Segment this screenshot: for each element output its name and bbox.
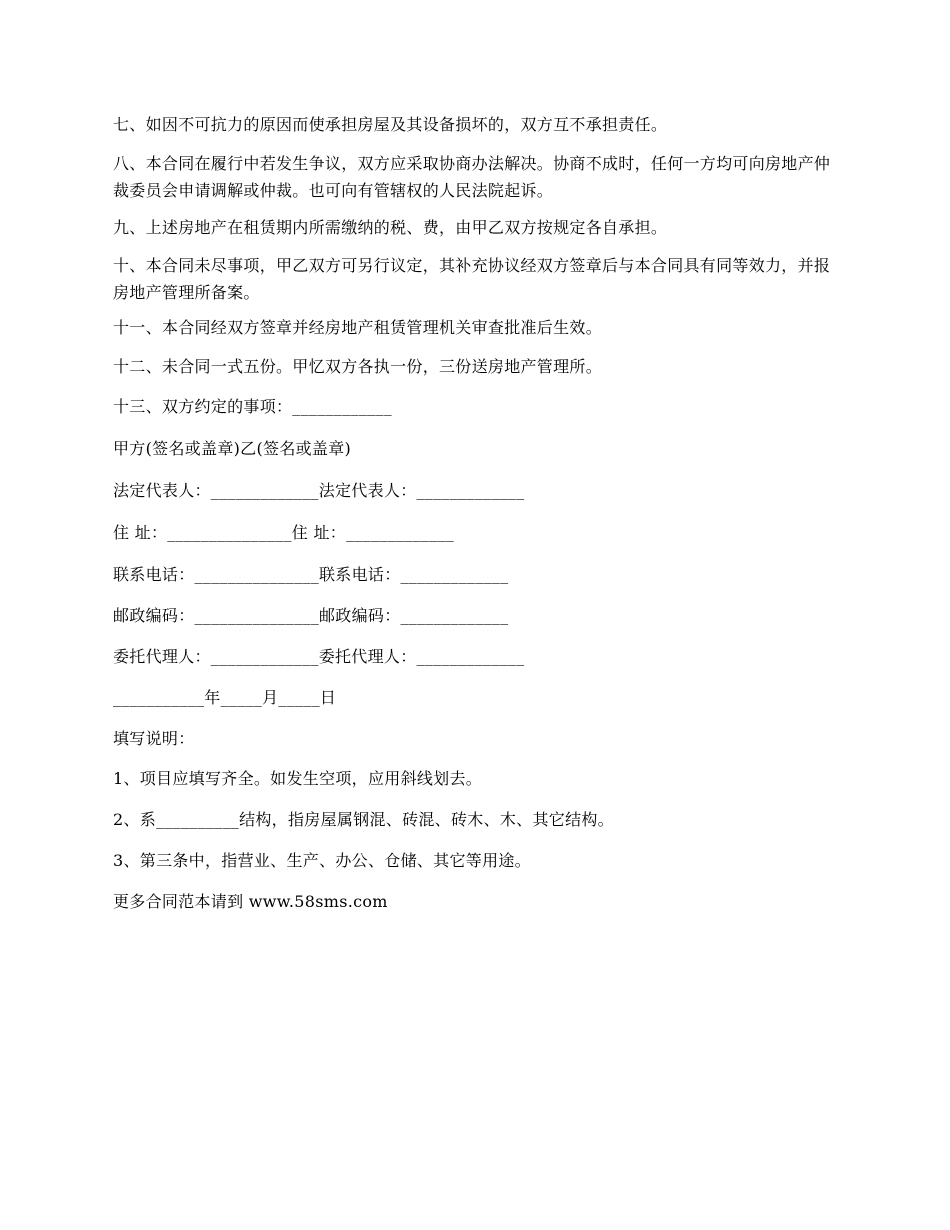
signature-phone: 联系电话：_______________联系电话：_____________	[113, 565, 509, 584]
clause-12: 十二、未合同一式五份。甲忆双方各执一份，三份送房地产管理所。	[113, 357, 603, 376]
note-1: 1、项目应填写齐全。如发生空项，应用斜线划去。	[113, 769, 483, 788]
clause-9: 九、上述房地产在租赁期内所需缴纳的税、费，由甲乙双方按规定各自承担。	[113, 218, 668, 237]
signature-agent: 委托代理人：_____________委托代理人：_____________	[113, 647, 525, 666]
notes-title: 填写说明：	[113, 729, 195, 748]
footer-link-text: 更多合同范本请到 www.58sms.com	[113, 892, 388, 911]
clause-7: 七、如因不可抗力的原因而使承担房屋及其设备损坏的，双方互不承担责任。	[113, 115, 668, 134]
signature-postal: 邮政编码：_______________邮政编码：_____________	[113, 606, 509, 625]
signature-address: 住 址：_______________住 址：_____________	[113, 523, 454, 542]
signature-representative: 法定代表人：_____________法定代表人：_____________	[113, 481, 525, 500]
clause-8: 八、本合同在履行中若发生争议，双方应采取协商办法解决。协商不成时，任何一方均可向房地产仲裁委员会申请调解或仲裁。也可向有管辖权的人民法院起诉。	[113, 154, 831, 200]
clause-11: 十一、本合同经双方签章并经房地产租赁管理机关审查批准后生效。	[113, 318, 603, 337]
clause-10: 十、本合同未尽事项，甲乙双方可另行议定，其补充协议经双方签章后与本合同具有同等效力，并报房地产管理所备案。	[113, 256, 831, 302]
note-3: 3、第三条中，指营业、生产、办公、仓储、其它等用途。	[113, 851, 531, 870]
clause-13: 十三、双方约定的事项：____________	[113, 397, 392, 416]
signature-parties: 甲方(签名或盖章)乙(签名或盖章)	[113, 439, 352, 458]
signature-date: ___________年_____月_____日	[113, 688, 337, 707]
note-2: 2、系__________结构，指房屋属钢混、砖混、砖木、木、其它结构。	[113, 810, 614, 829]
